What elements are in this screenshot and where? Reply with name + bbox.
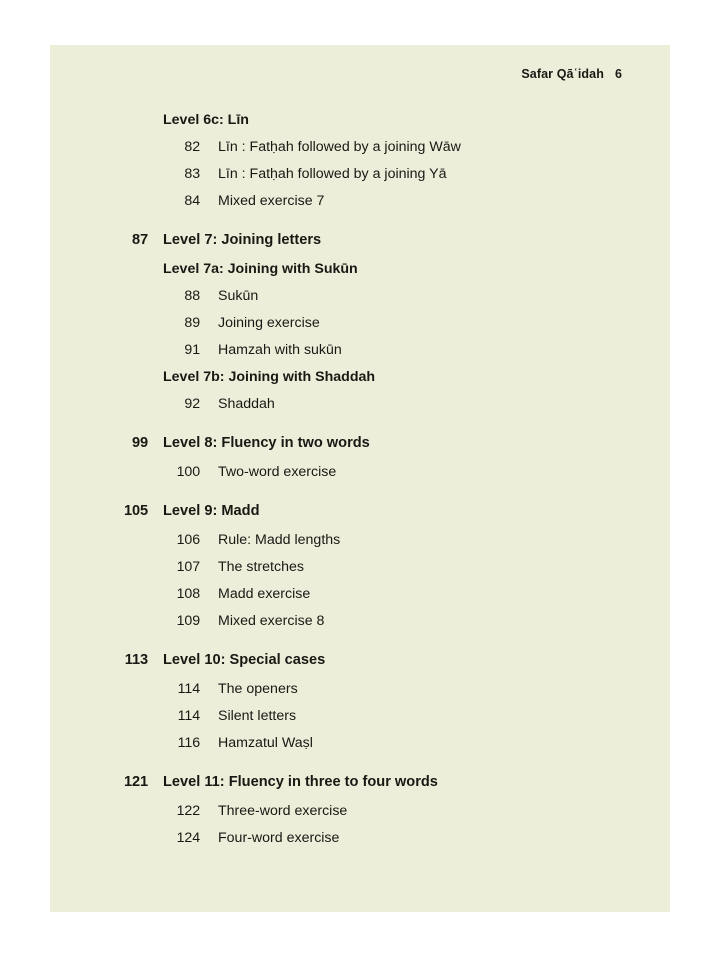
toc-row[interactable]	[50, 391, 670, 418]
toc-page-number: 124	[176, 830, 200, 846]
toc-entry-label: The openers	[218, 681, 298, 697]
toc-row[interactable]	[50, 364, 670, 391]
toc-entry-label: Two-word exercise	[218, 464, 337, 480]
running-head-page-number: 6	[614, 67, 622, 81]
toc-entry-label: Shaddah	[218, 396, 275, 412]
toc-page-number: 109	[176, 613, 200, 629]
toc-entry-label: Hamzah with sukūn	[218, 342, 342, 358]
toc-page-number: 82	[184, 139, 200, 155]
toc-row[interactable]	[50, 676, 670, 703]
toc-row[interactable]	[50, 428, 670, 459]
toc-entry-label: Līn : Fatḥah followed by a joining Yā	[218, 166, 447, 182]
toc-row[interactable]	[50, 554, 670, 581]
toc-page-number: 84	[184, 193, 200, 209]
toc-row[interactable]	[50, 107, 670, 134]
toc-page-number: 87	[131, 232, 148, 248]
toc-entry-label: Mixed exercise 8	[218, 613, 325, 629]
toc-entry-label: Silent letters	[218, 708, 297, 724]
toc-page-number: 106	[176, 532, 200, 548]
toc-entry-label: Three-word exercise	[218, 803, 348, 819]
toc-row[interactable]	[50, 310, 670, 337]
toc-entry-label: Joining exercise	[218, 315, 320, 331]
toc-page-number: 99	[131, 435, 148, 451]
toc-row[interactable]	[50, 730, 670, 757]
toc-page-number: 89	[184, 315, 200, 331]
toc-entry-label: Rule: Madd lengths	[218, 532, 341, 548]
toc-entry-label: Sukūn	[218, 288, 259, 304]
toc-page-number: 105	[123, 503, 148, 519]
toc-row[interactable]	[50, 283, 670, 310]
toc-entry-label: Hamzatul Waṣl	[218, 735, 313, 751]
running-head-title: Safar Qāʿidah	[521, 67, 604, 81]
toc-entry-label: Level 8: Fluency in two words	[163, 435, 370, 451]
toc-entry-label: Mixed exercise 7	[218, 193, 325, 209]
toc-page-number: 121	[123, 774, 148, 790]
toc-row[interactable]	[50, 645, 670, 676]
toc-entry-label: Level 9: Madd	[163, 503, 260, 519]
toc-page-number: 107	[176, 559, 200, 575]
table-of-contents	[50, 107, 670, 852]
toc-entry-label: The stretches	[218, 559, 304, 575]
toc-row[interactable]	[50, 134, 670, 161]
toc-page-number: 100	[176, 464, 200, 480]
toc-entry-label: Level 10: Special cases	[163, 652, 326, 668]
toc-page-number: 116	[177, 735, 200, 751]
toc-page-number: 122	[176, 803, 200, 819]
toc-row[interactable]	[50, 188, 670, 215]
toc-entry-label: Level 7a: Joining with Sukūn	[163, 261, 358, 277]
toc-page-number: 113	[124, 652, 148, 668]
toc-page-number: 91	[184, 342, 200, 358]
toc-row[interactable]	[50, 225, 670, 256]
toc-entry-label: Madd exercise	[218, 586, 311, 602]
book-page	[50, 45, 670, 912]
toc-row[interactable]	[50, 703, 670, 730]
toc-entry-label: Level 7: Joining letters	[163, 232, 322, 248]
toc-page-number: 88	[184, 288, 200, 304]
toc-entry-label: Level 7b: Joining with Shaddah	[163, 369, 376, 385]
toc-row[interactable]	[50, 337, 670, 364]
toc-row[interactable]	[50, 798, 670, 825]
toc-row[interactable]	[50, 608, 670, 635]
running-head	[521, 67, 622, 81]
toc-page-number: 92	[184, 396, 200, 412]
toc-row[interactable]	[50, 496, 670, 527]
toc-page-number: 114	[177, 708, 200, 724]
toc-page-number: 83	[184, 166, 200, 182]
toc-row[interactable]	[50, 256, 670, 283]
toc-row[interactable]	[50, 581, 670, 608]
toc-entry-label: Level 11: Fluency in three to four words	[163, 774, 438, 790]
toc-row[interactable]	[50, 459, 670, 486]
toc-entry-label: Līn : Fatḥah followed by a joining Wāw	[218, 139, 461, 155]
toc-entry-label: Four-word exercise	[218, 830, 340, 846]
toc-row[interactable]	[50, 161, 670, 188]
toc-row[interactable]	[50, 767, 670, 798]
toc-row[interactable]	[50, 527, 670, 554]
toc-page-number: 108	[176, 586, 200, 602]
toc-row[interactable]	[50, 825, 670, 852]
toc-page-number: 114	[177, 681, 200, 697]
toc-entry-label: Level 6c: Līn	[163, 112, 249, 128]
